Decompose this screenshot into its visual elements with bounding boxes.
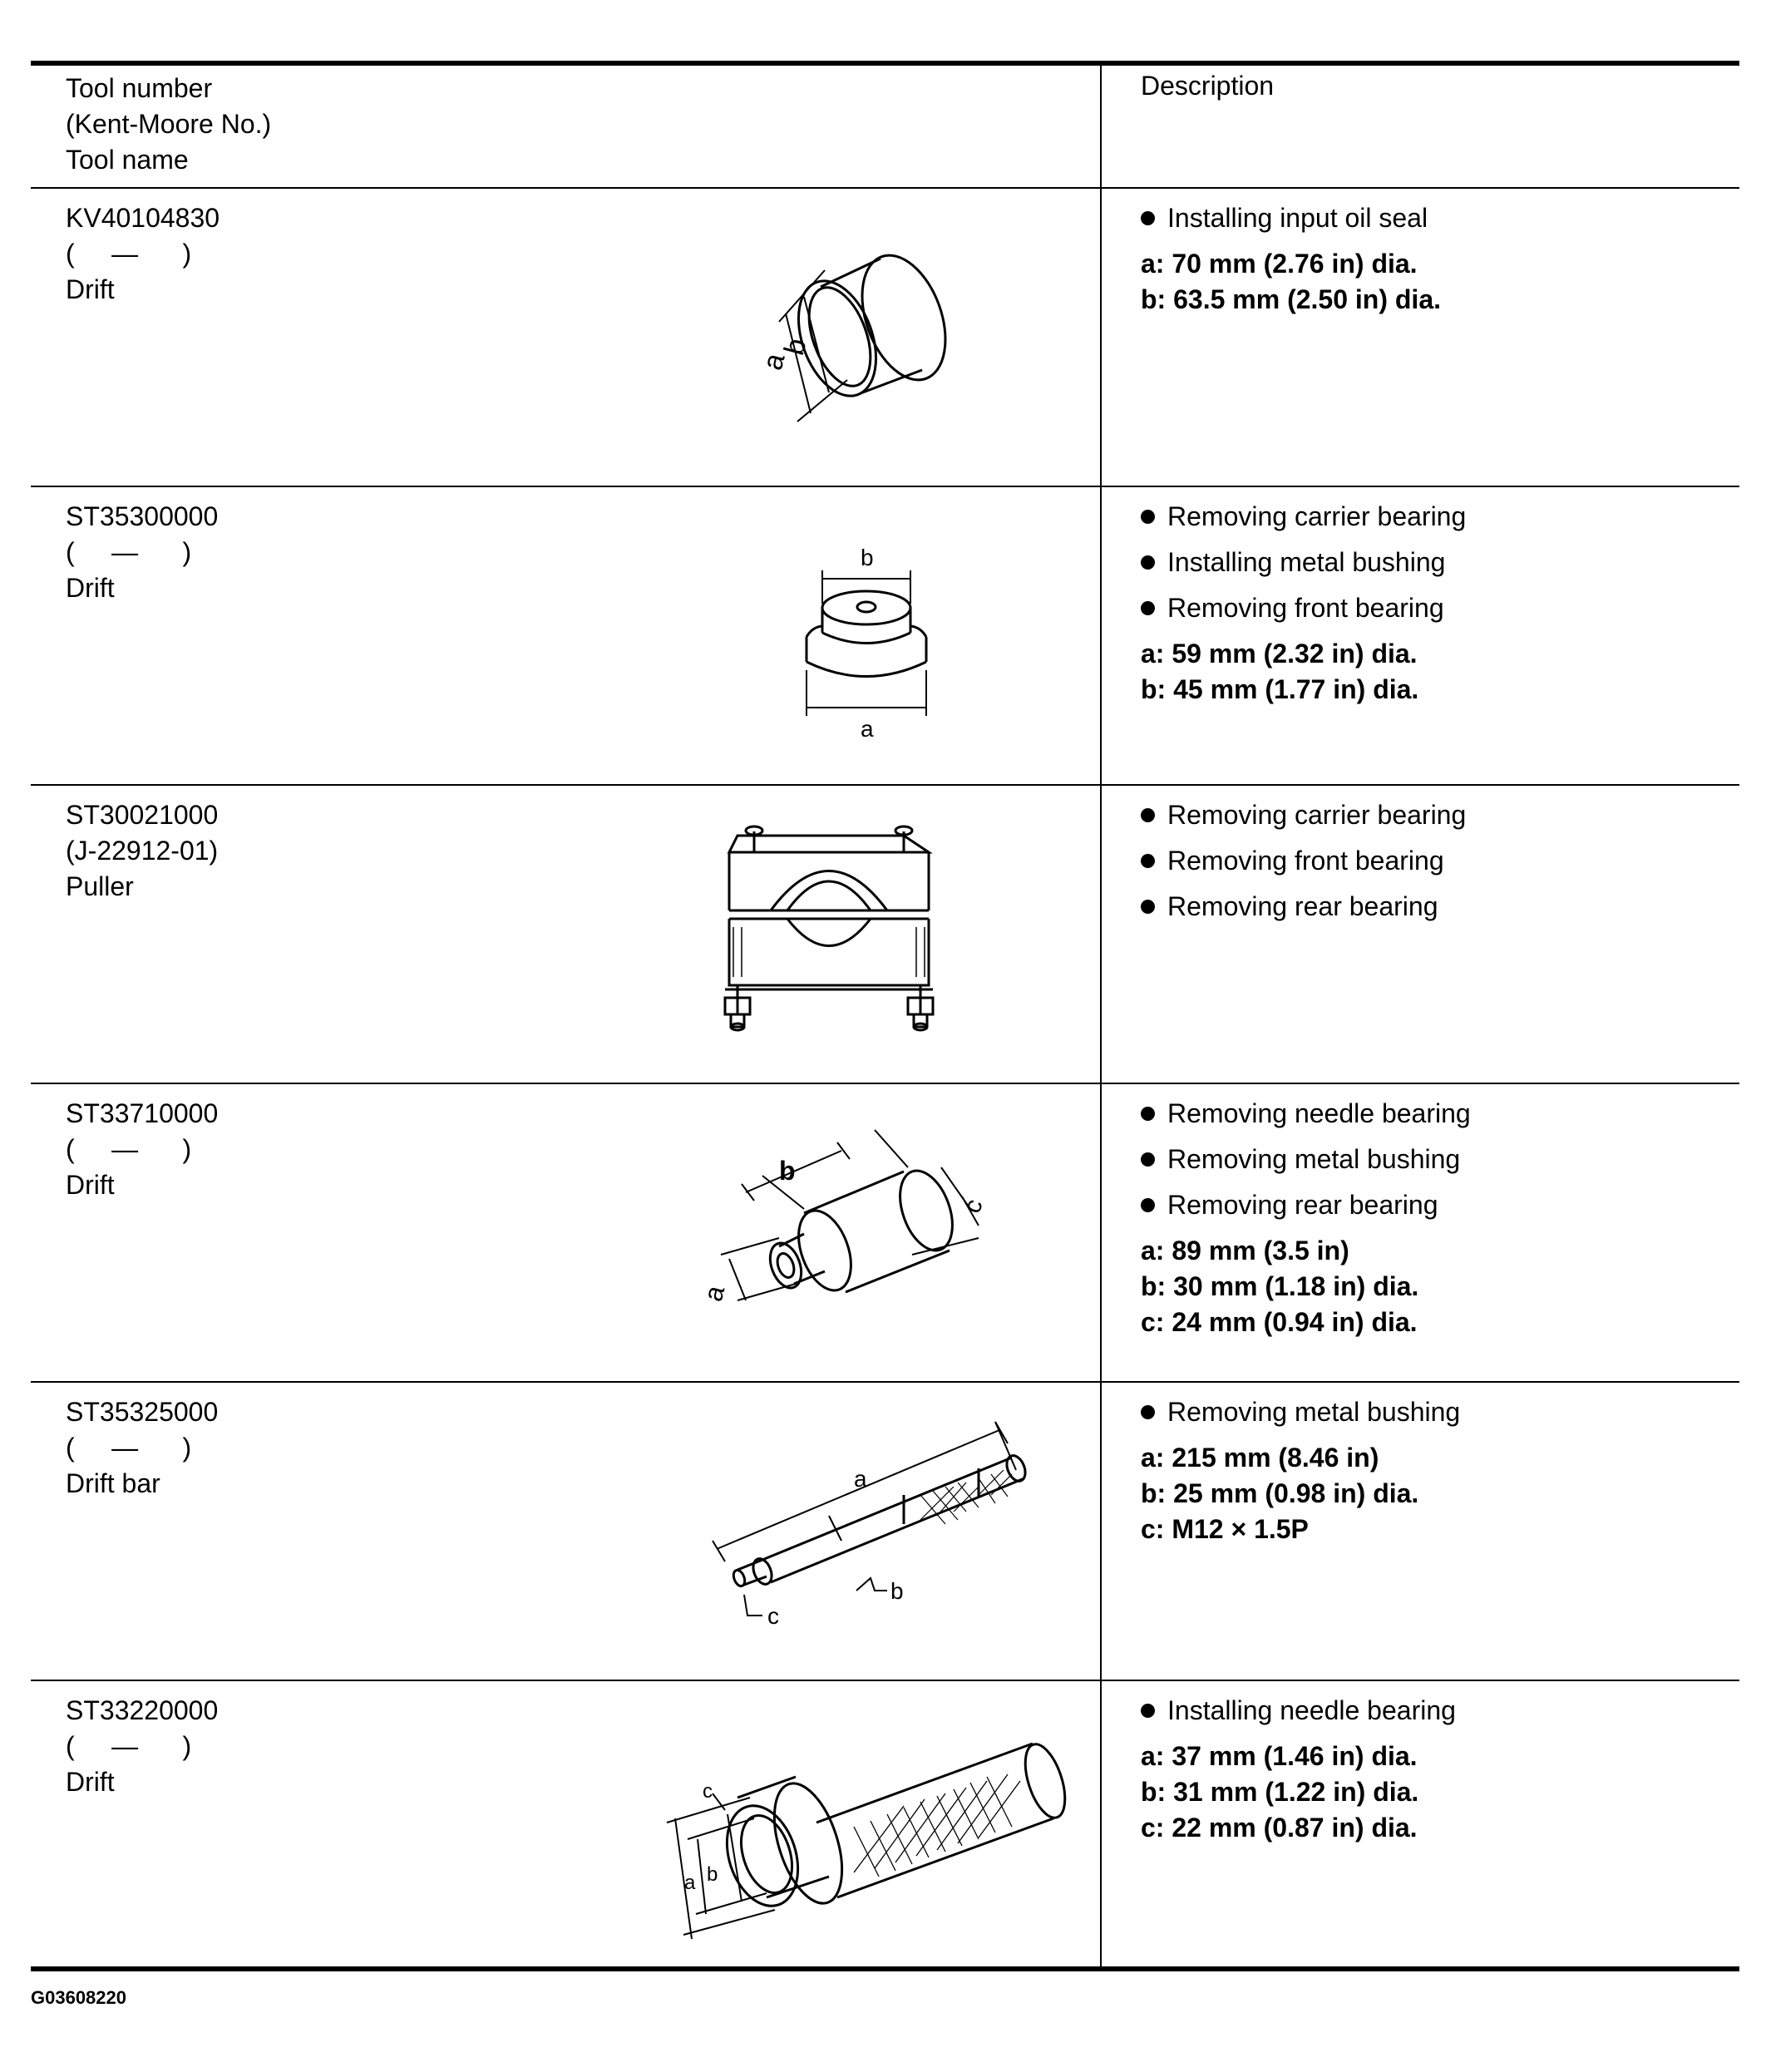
use-item: Removing front bearing	[1141, 590, 1729, 626]
dimension-label-b: b	[779, 1156, 796, 1186]
tool-row-st33710000	[31, 1084, 1739, 1381]
stepped-shaft-drift-illustration	[688, 1113, 1037, 1363]
kent-moore-number: ( — )	[66, 1134, 192, 1164]
dimension-label-b: b	[861, 545, 874, 570]
tool-description	[1130, 1394, 1729, 1547]
dimension-label-a: a	[684, 1872, 696, 1894]
tool-description	[1130, 797, 1729, 935]
use-item: Installing input oil seal	[1141, 200, 1729, 236]
tool-name: Drift	[66, 274, 115, 304]
spec-a: a: 59 mm (2.32 in) dia.	[1141, 639, 1418, 668]
tool-row-kv40104830	[31, 189, 1739, 486]
use-item: Removing metal bushing	[1141, 1394, 1729, 1430]
spec-b: b: 31 mm (1.22 in) dia.	[1141, 1777, 1419, 1807]
table-bottom-rule	[31, 1966, 1739, 1971]
spec-a: a: 89 mm (3.5 in)	[1141, 1236, 1349, 1265]
spec-c: c: M12 × 1.5P	[1141, 1514, 1309, 1544]
stepped-drift-illustration	[771, 537, 954, 737]
use-item: Removing metal bushing	[1141, 1142, 1729, 1177]
kent-moore-number: ( — )	[66, 537, 192, 567]
dimension-label-a: a	[861, 716, 874, 737]
tool-identification	[66, 1394, 232, 1502]
tool-description	[1130, 499, 1729, 708]
dimension-label-c: c	[767, 1603, 779, 1629]
use-item: Installing needle bearing	[1141, 1693, 1729, 1729]
use-item: Removing needle bearing	[1141, 1096, 1729, 1132]
tool-description	[1130, 200, 1729, 318]
tool-description	[1130, 1693, 1729, 1846]
tool-number: ST33220000	[66, 1695, 219, 1725]
tool-number: ST33710000	[66, 1098, 219, 1128]
header-tool-number: Tool number	[66, 73, 213, 103]
tool-number: ST30021000	[66, 800, 219, 830]
tool-name: Drift	[66, 1767, 115, 1797]
tool-identification	[66, 1096, 232, 1203]
kent-moore-number: ( — )	[66, 1433, 192, 1463]
spec-c: c: 24 mm (0.94 in) dia.	[1141, 1307, 1418, 1337]
dimension-label-c: c	[703, 1780, 713, 1803]
description-column-header: Description	[1141, 71, 1275, 101]
tool-identification	[66, 200, 232, 308]
tool-name: Drift bar	[66, 1468, 160, 1498]
header-tool-name: Tool name	[66, 145, 189, 175]
use-item: Removing rear bearing	[1141, 1187, 1729, 1223]
tool-identification	[66, 1693, 232, 1800]
dimension-label-b: b	[707, 1863, 718, 1886]
spec-b: b: 30 mm (1.18 in) dia.	[1141, 1271, 1419, 1301]
spec-a: a: 70 mm (2.76 in) dia.	[1141, 249, 1418, 279]
drift-bar-illustration	[696, 1404, 1045, 1636]
spec-a: a: 37 mm (1.46 in) dia.	[1141, 1741, 1418, 1771]
tool-name: Puller	[66, 871, 134, 901]
kent-moore-number: ( — )	[66, 1731, 192, 1761]
drift-sleeve-illustration	[737, 247, 979, 430]
tool-row-st30021000	[31, 786, 1739, 1083]
tool-number: KV40104830	[66, 203, 220, 233]
spec-c: c: 22 mm (0.87 in) dia.	[1141, 1813, 1418, 1843]
tool-identification	[66, 499, 232, 606]
use-item: Removing carrier bearing	[1141, 797, 1729, 833]
spec-a: a: 215 mm (8.46 in)	[1141, 1443, 1379, 1473]
kent-moore-number: ( — )	[66, 239, 192, 269]
dimension-label-b: b	[890, 1578, 904, 1604]
tool-identification	[66, 797, 218, 905]
tool-row-st33220000	[31, 1681, 1739, 1966]
table-header-row	[31, 66, 1739, 187]
spec-b: b: 25 mm (0.98 in) dia.	[1141, 1478, 1419, 1508]
use-item: Installing metal bushing	[1141, 545, 1729, 580]
header-kent-moore: (Kent-Moore No.)	[66, 109, 272, 139]
dimension-label-a: a	[757, 349, 792, 374]
dimension-label-c: c	[958, 1196, 989, 1217]
use-item: Removing rear bearing	[1141, 889, 1729, 925]
figure-code: G03608220	[31, 1987, 126, 2008]
use-item: Removing carrier bearing	[1141, 499, 1729, 535]
use-item: Removing front bearing	[1141, 843, 1729, 879]
tool-name: Drift	[66, 1170, 115, 1200]
tool-description	[1130, 1096, 1729, 1340]
bearing-puller-illustration	[688, 819, 954, 1060]
tool-number: ST35300000	[66, 501, 219, 531]
dimension-label-a: a	[697, 1282, 731, 1305]
tool-row-st35300000	[31, 487, 1739, 784]
needle-bearing-drift-illustration	[629, 1731, 1078, 1956]
dimension-label-b: b	[778, 334, 813, 359]
tool-row-st35325000	[31, 1383, 1739, 1680]
spec-b: b: 45 mm (1.77 in) dia.	[1141, 674, 1419, 704]
tool-column-header	[66, 71, 271, 178]
kent-moore-number: (J-22912-01)	[66, 836, 219, 866]
dimension-label-a: a	[854, 1466, 867, 1492]
tool-number: ST35325000	[66, 1397, 219, 1427]
tool-name: Drift	[66, 573, 115, 603]
spec-b: b: 63.5 mm (2.50 in) dia.	[1141, 284, 1441, 314]
